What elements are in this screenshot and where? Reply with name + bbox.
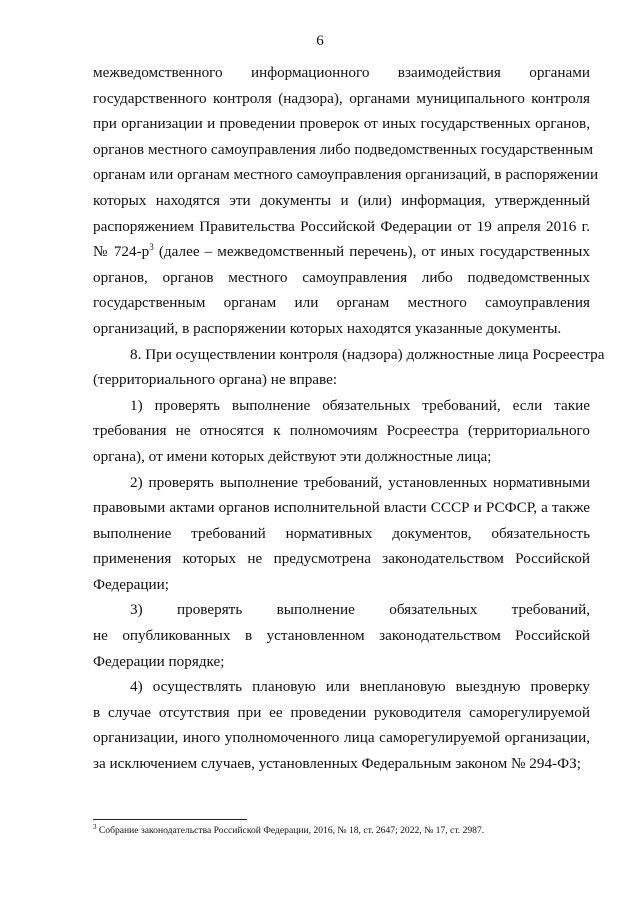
text-line: органов местного самоуправления либо подведомственных государственным xyxy=(93,140,594,158)
list-item-2 xyxy=(93,470,590,598)
text-line: выполнение требований нормативных документов, обязательность xyxy=(93,524,590,542)
text-line: при организации и проведении проверок от иных государственных органов, xyxy=(93,115,590,133)
text-line: государственным органам или органам местного самоуправления xyxy=(93,294,590,312)
text-line: Федерации; xyxy=(93,575,169,593)
paragraph-clause-8 xyxy=(93,342,605,393)
footnote-divider xyxy=(93,819,247,820)
text-line: органов, органов местного самоуправления либо подведомственных xyxy=(93,268,590,286)
text-line: применения которых не предусмотрена законодательством Российской xyxy=(93,550,590,568)
text-line: 4) осуществлять плановую или внеплановую выездную проверку xyxy=(130,678,590,696)
footnote xyxy=(93,824,593,837)
document-body xyxy=(93,60,605,777)
text-line: которых находятся эти документы и (или) информация, утвержденный xyxy=(93,191,590,209)
text-line: организаций, в распоряжении которых находятся указанные документы. xyxy=(93,319,562,337)
order-number: № 724-р xyxy=(93,243,150,261)
text-line: Федерации порядке; xyxy=(93,652,225,670)
text-line: органам или органам местного самоуправления организаций, в распоряжении xyxy=(93,166,599,184)
text-line: государственного контроля (надзора), органами муниципального контроля xyxy=(93,89,590,107)
text-line-with-footnote-ref xyxy=(93,239,590,265)
text-line: 3) проверять выполнение обязательных требований, xyxy=(130,601,590,619)
text-line: распоряжением Правительства Российской Федерации от 19 апреля 2016 г. xyxy=(93,217,590,235)
text-line: межведомственного информационного взаимодействия органами xyxy=(93,64,590,81)
footnote-text: Собрание законодательства Российской Федерации, 2016, № 18, ст. 2647; 2022, № 17, ст. 2987. xyxy=(96,825,485,836)
text-line: требования не относятся к полномочиям Росреестра (территориального xyxy=(93,422,590,440)
text-line: не опубликованных в установленном законодательством Российской xyxy=(93,627,590,645)
footnote-mark: 3 xyxy=(93,823,97,831)
list-item-3 xyxy=(93,597,590,674)
text-line: правовыми актами органов исполнительной власти СССР и РСФСР, а также xyxy=(93,499,590,517)
order-number-rest: (далее – межведомственный перечень), от иных государственных xyxy=(153,243,590,261)
text-line: 8. При осуществлении контроля (надзора) должностные лица Росреестра xyxy=(130,345,605,363)
list-item-4 xyxy=(93,674,590,776)
paragraph-interdepartmental-list xyxy=(93,60,599,342)
page-number: 6 xyxy=(316,33,324,49)
text-line: за исключением случаев, установленных Федеральным законом № 294-ФЗ; xyxy=(93,755,581,773)
text-line: организации, иного уполномоченного лица саморегулируемой организации, xyxy=(93,729,590,747)
list-item-1 xyxy=(93,393,590,470)
footnote-reference[interactable]: 3 xyxy=(149,242,154,253)
text-line: в случае отсутствия при ее проведении руководителя саморегулируемой xyxy=(93,703,590,721)
text-line: 1) проверять выполнение обязательных требований, если такие xyxy=(130,396,590,414)
text-line: органа), от имени которых действуют эти должностные лица; xyxy=(93,447,492,465)
text-line: (территориального органа) не вправе: xyxy=(93,371,338,389)
text-line: 2) проверять выполнение требований, установленных нормативными xyxy=(130,473,590,491)
